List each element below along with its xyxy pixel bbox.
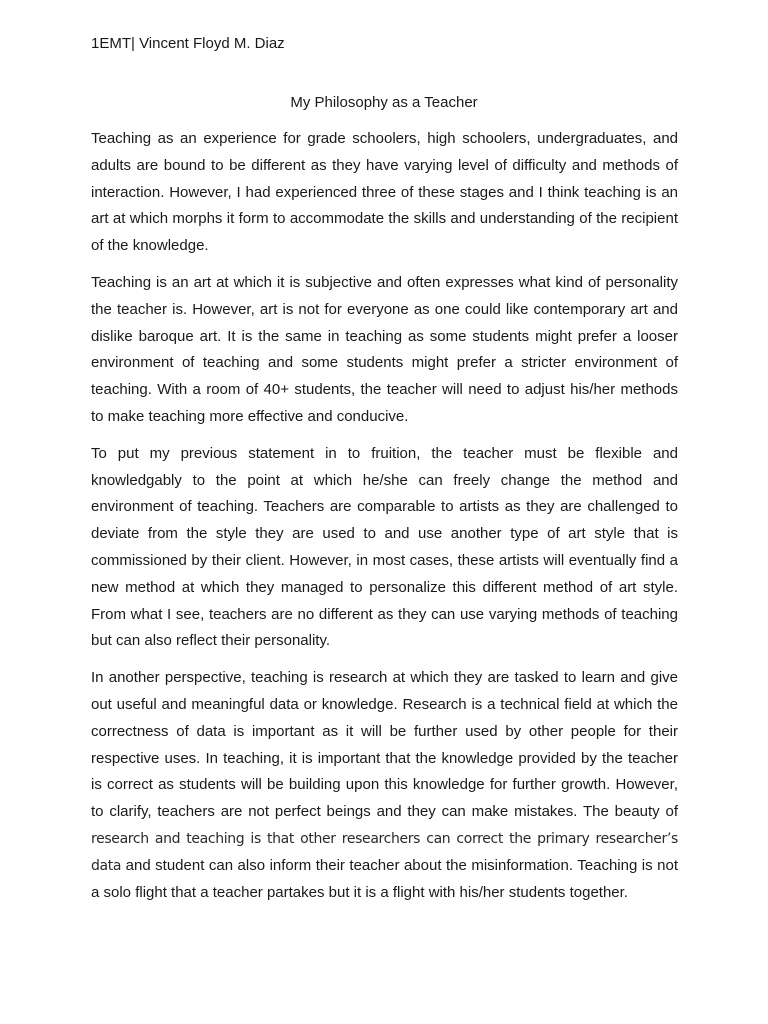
paragraph-2: Teaching is an art at which it is subjective and often expresses what kind of personality the teacher is. However, art is not for everyone as one could like contemporary art and dislike baroque art. It is the same in teaching as some students might prefer a looser environment of teaching and some students might prefer a stricter environment of teaching. With a room of 40+ students, the teacher will need to adjust his/her methods to make teaching more effective and conducive. bbox=[91, 273, 678, 425]
paragraph-4 bbox=[91, 665, 678, 906]
paragraph-3: To put my previous statement in to fruition, the teacher must be flexible and knowledgably to the point at which he/she can freely change the method and environment of teaching. Teachers are comparable to artists as they are challenged to deviate from the style they are used to and use another type of art style that is commissioned by their client. However, in most cases, these artists will eventually find a new method at which they managed to personalize this different method of art style. From what I see, teachers are no different as they can use varying methods of teaching but can also reflect their personality. bbox=[91, 444, 678, 650]
paragraph-1: Teaching as an experience for grade schoolers, high schoolers, undergraduates, and adults are bound to be different as they have varying level of difficulty and methods of interaction. However, I had experienced three of these stages and I think teaching is an art at which morphs it form to accommodate the skills and understanding of the recipient of the knowledge. bbox=[91, 130, 678, 255]
paragraph-4-part-1: In another perspective, teaching is research at which they are tasked to learn and give out useful and meaningful data or knowledge. Research is a technical field at which the correctness of data is important as it will be further used by other people for their respective uses. In teaching, it is important that the knowledge provided by the teacher is correct as students will be building upon this knowledge for further growth. However, to clarify, teachers are not perfect beings and they can make mistakes. The beauty of bbox=[91, 669, 678, 821]
document-title: My Philosophy as a Teacher bbox=[290, 94, 478, 111]
author-header: 1EMT| Vincent Floyd M. Diaz bbox=[91, 35, 285, 52]
paragraph-4-part-3: and student can also inform their teacher about the misinformation. Teaching is not a solo flight that a teacher partakes but it is a flight with his/her students together. bbox=[91, 856, 678, 901]
document-body bbox=[91, 126, 678, 916]
paragraph-4-part-2: research and teaching is that other researchers can correct the primary researcher’s data bbox=[91, 830, 678, 874]
